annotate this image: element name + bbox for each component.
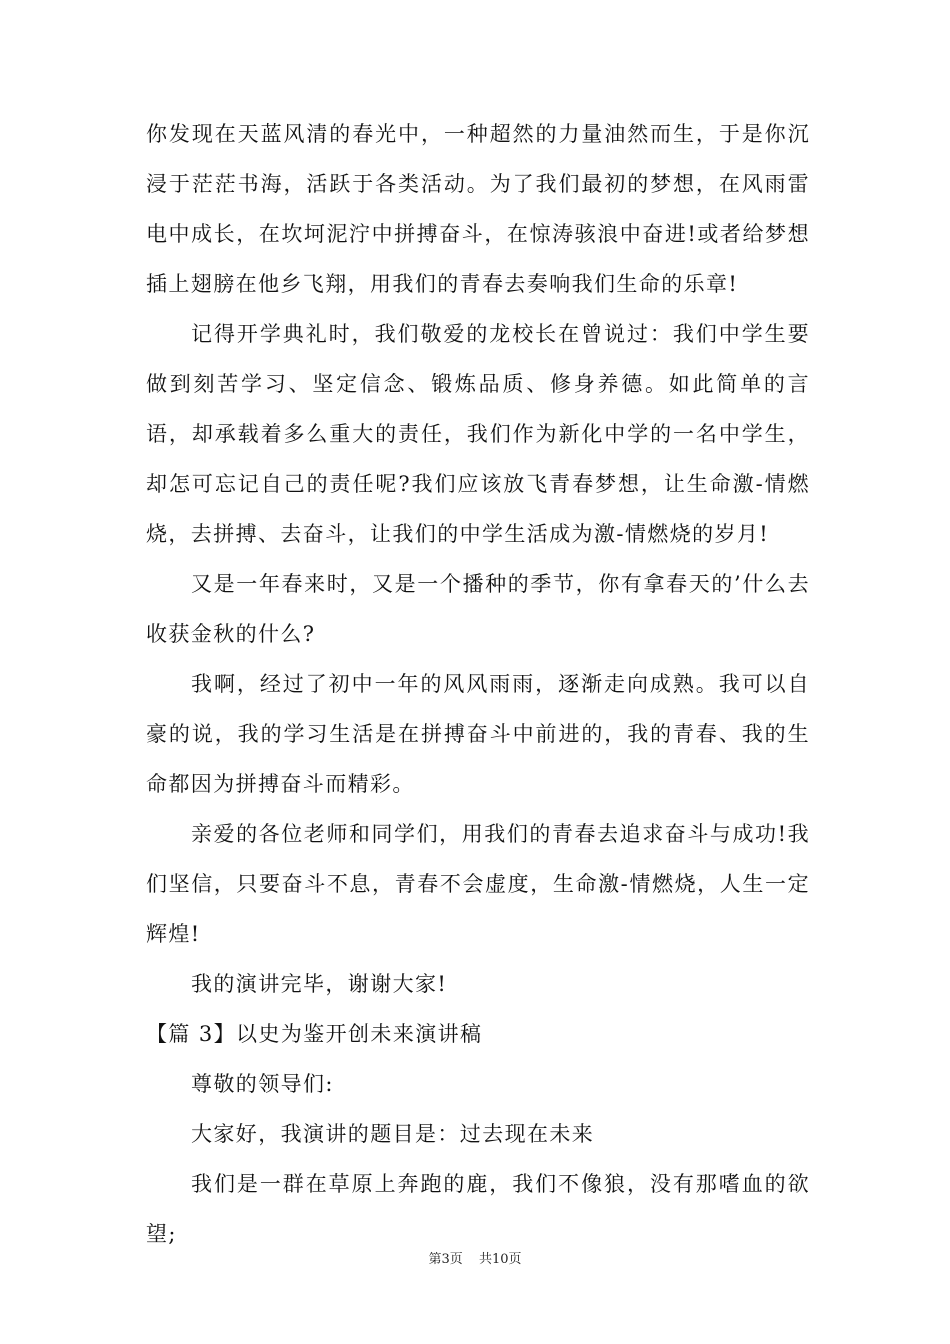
page-footer bbox=[0, 1248, 950, 1267]
paragraph-3: 又是一年春来时，又是一个播种的季节，你有拿春天的’什么去收获金秋的什么? bbox=[146, 572, 810, 646]
paragraph-1: 你发现在天蓝风清的春光中，一种超然的力量油然而生，于是你沉浸于茫茫书海，活跃于各类活动。为了我们最初的梦想，在风雨雷电中成长，在坎坷泥泞中拼搏奋斗，在惊涛骇浪中奋进!或者给梦想插上翅膀在他乡飞翔，用我们的青春去奏响我们生命的乐章! bbox=[146, 122, 810, 296]
paragraph-deer: 我们是一群在草原上奔跑的鹿，我们不像狼，没有那嗜血的欲望; bbox=[146, 1172, 810, 1246]
page-total: 共10页 bbox=[478, 1252, 522, 1267]
paragraph-4: 我啊，经过了初中一年的风风雨雨，逐渐走向成熟。我可以自豪的说，我的学习生活是在拼搏奋斗中前进的，我的青春、我的生命都因为拼搏奋斗而精彩。 bbox=[146, 672, 810, 796]
section-heading: 【篇 3】以史为鉴开创未来演讲稿 bbox=[146, 1022, 483, 1046]
paragraph-5: 亲爱的各位老师和同学们，用我们的青春去追求奋斗与成功!我们坚信，只要奋斗不息，青春不会虚度，生命激-情燃烧，人生一定辉煌! bbox=[146, 822, 810, 946]
document-body bbox=[146, 109, 810, 1259]
paragraph-2: 记得开学典礼时，我们敬爱的龙校长在曾说过：我们中学生要做到刻苦学习、坚定信念、锻炼品质、修身养德。如此简单的言语，却承载着多么重大的责任，我们作为新化中学的一名中学生，却怎可忘记自己的责任呢?我们应该放飞青春梦想，让生命激-情燃烧，去拼搏、去奋斗，让我们的中学生活成为激-情燃烧的岁月! bbox=[146, 322, 810, 546]
paragraph-6: 我的演讲完毕，谢谢大家! bbox=[191, 972, 448, 996]
salutation: 尊敬的领导们: bbox=[191, 1072, 334, 1096]
greeting-line: 大家好，我演讲的题目是：过去现在未来 bbox=[191, 1122, 595, 1146]
page-number: 第3页 bbox=[428, 1252, 463, 1267]
